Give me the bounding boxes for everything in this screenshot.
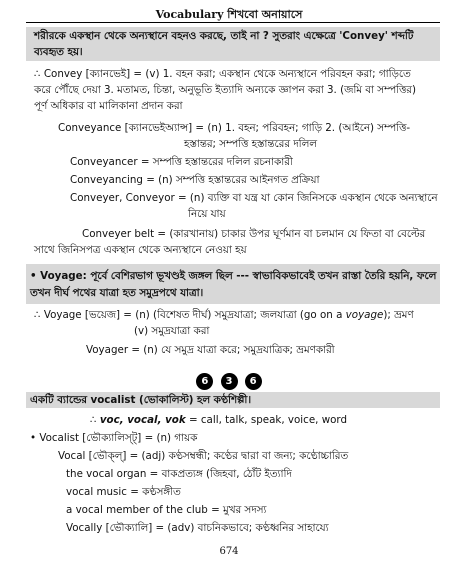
conveyance-line-1: Conveyance [ক্যানভেইঅ্যান্স] = (n) 1. বহন; পরিবহন; গাড়ি 2. (আইনে) সম্পত্তি- [58, 122, 411, 134]
convey-definition-line-2: করে পৌঁছে দেয়া 3. মতামত, চিন্তা, অনুভূতি ইত্যাদি অন্যকে জ্ঞাপন করা 3. (জমি বা সম্পত্তির) [34, 84, 416, 96]
badge-digit: 6 [245, 373, 262, 390]
conveyer-entry-line-1: Conveyer, Conveyor = (n) ব্যক্তি বা যন্ত্র যা কোন জিনিসকে একস্থান থেকে অন্যস্থানে [70, 192, 438, 204]
conveyer-belt-line-2: সাথে জিনিসপত্র একস্থান থেকে অন্যস্থানে নেওয়া হয় [34, 244, 247, 256]
convey-intro-line-2: ব্যবহৃত হয়। [34, 46, 83, 58]
page-number: 674 [219, 546, 239, 557]
root-words-line: ∴ voc, vocal, vok = call, talk, speak, voice, word [90, 414, 348, 426]
vocal-music-entry: vocal music = কণ্ঠসঙ্গীত [66, 486, 181, 498]
running-header: Vocabulary শিখবো অনায়াসে [155, 8, 303, 21]
convey-definition-line-1: ∴ Convey [ক্যানভেই] = (v) 1. বহন করা; একস্থান থেকে অন্যস্থানে পরিবহন করা; গাড়িতে [34, 68, 411, 80]
vocalist-entry: • Vocalist [ভৌক্যালিস্ট্] = (n) গায়ক [30, 432, 198, 444]
voyage-intro-line-1: • Voyage: পূর্বে বেশিরভাগ ভূখণ্ডই জঙ্গল ছিল --- স্বাভাবিকভাবেই তখন রাস্তা তৈরি হয়নি, ফলে [30, 270, 437, 282]
voyage-definition-line-1: ∴ Voyage [ভয়েজ] = (n) (বিশেষত দীর্ঘ) সমুদ্রযাত্রা; জলযাত্রা (go on a voyage); ভ্রমণ [34, 309, 414, 321]
section-number-badges [0, 369, 458, 390]
vocal-member-entry: a vocal member of the club = মুখর সদস্য [66, 504, 267, 516]
conveyance-line-2: হস্তান্তর; সম্পত্তি হস্তান্তরের দলিল [184, 138, 317, 150]
convey-definition-line-3: পূর্ণ অধিকার বা মালিকানা প্রদান করা [34, 100, 183, 112]
voyager-entry: Voyager = (n) যে সমুদ্র যাত্রা করে; সমুদ্রযাত্রিক; ভ্রমণকারী [86, 344, 335, 356]
conveyancer-entry: Conveyancer = সম্পত্তি হস্তান্তরের দলিল রচনাকারী [70, 156, 293, 168]
voyage-intro-line-2: তখন দীর্ঘ পথের যাত্রা হত সমুদ্রপথে যাত্রা। [30, 287, 204, 299]
convey-intro-line-1: শরীরকে একস্থান থেকে অন্যস্থানে বহনও করছে, তাই না ? সুতরাং এক্ষেত্রে 'Convey' শব্দটি [34, 30, 414, 42]
vocally-entry: Vocally [ভৌক্যালি] = (adv) বাচনিকভাবে; কণ্ঠধ্বনির সাহায্যে [66, 522, 329, 534]
badge-digit: 3 [221, 373, 238, 390]
vocalist-intro: একটি ব্যান্ডের vocalist (ভোকালিস্ট) হল কণ্ঠশিল্পী। [30, 394, 252, 406]
conveyer-entry-line-2: নিয়ে যায় [188, 208, 226, 220]
conveyer-belt-line-1: Conveyer belt = (কারখানায়) চাকার উপর ঘূর্ণমান বা চলমান যে ফিতা বা বেল্টের [82, 228, 426, 240]
header-rule [26, 22, 440, 23]
vocal-organ-entry: the vocal organ = বাকপ্রত্যঙ্গ (জিহবা, ঠোঁট ইত্যাদি [66, 468, 292, 480]
vocal-entry: Vocal [ভৌক্ল্] = (adj) কণ্ঠসম্বন্ধী; কণ্ঠের দ্বারা বা জন্য; কণ্ঠোচ্চারিত [58, 450, 349, 462]
badge-digit: 6 [196, 373, 213, 390]
conveyancing-entry: Conveyancing = (n) সম্পত্তি হস্তান্তরের আইনগত প্রক্রিয়া [70, 174, 320, 186]
voyage-definition-line-2: (v) সমুদ্রযাত্রা করা [134, 325, 210, 337]
